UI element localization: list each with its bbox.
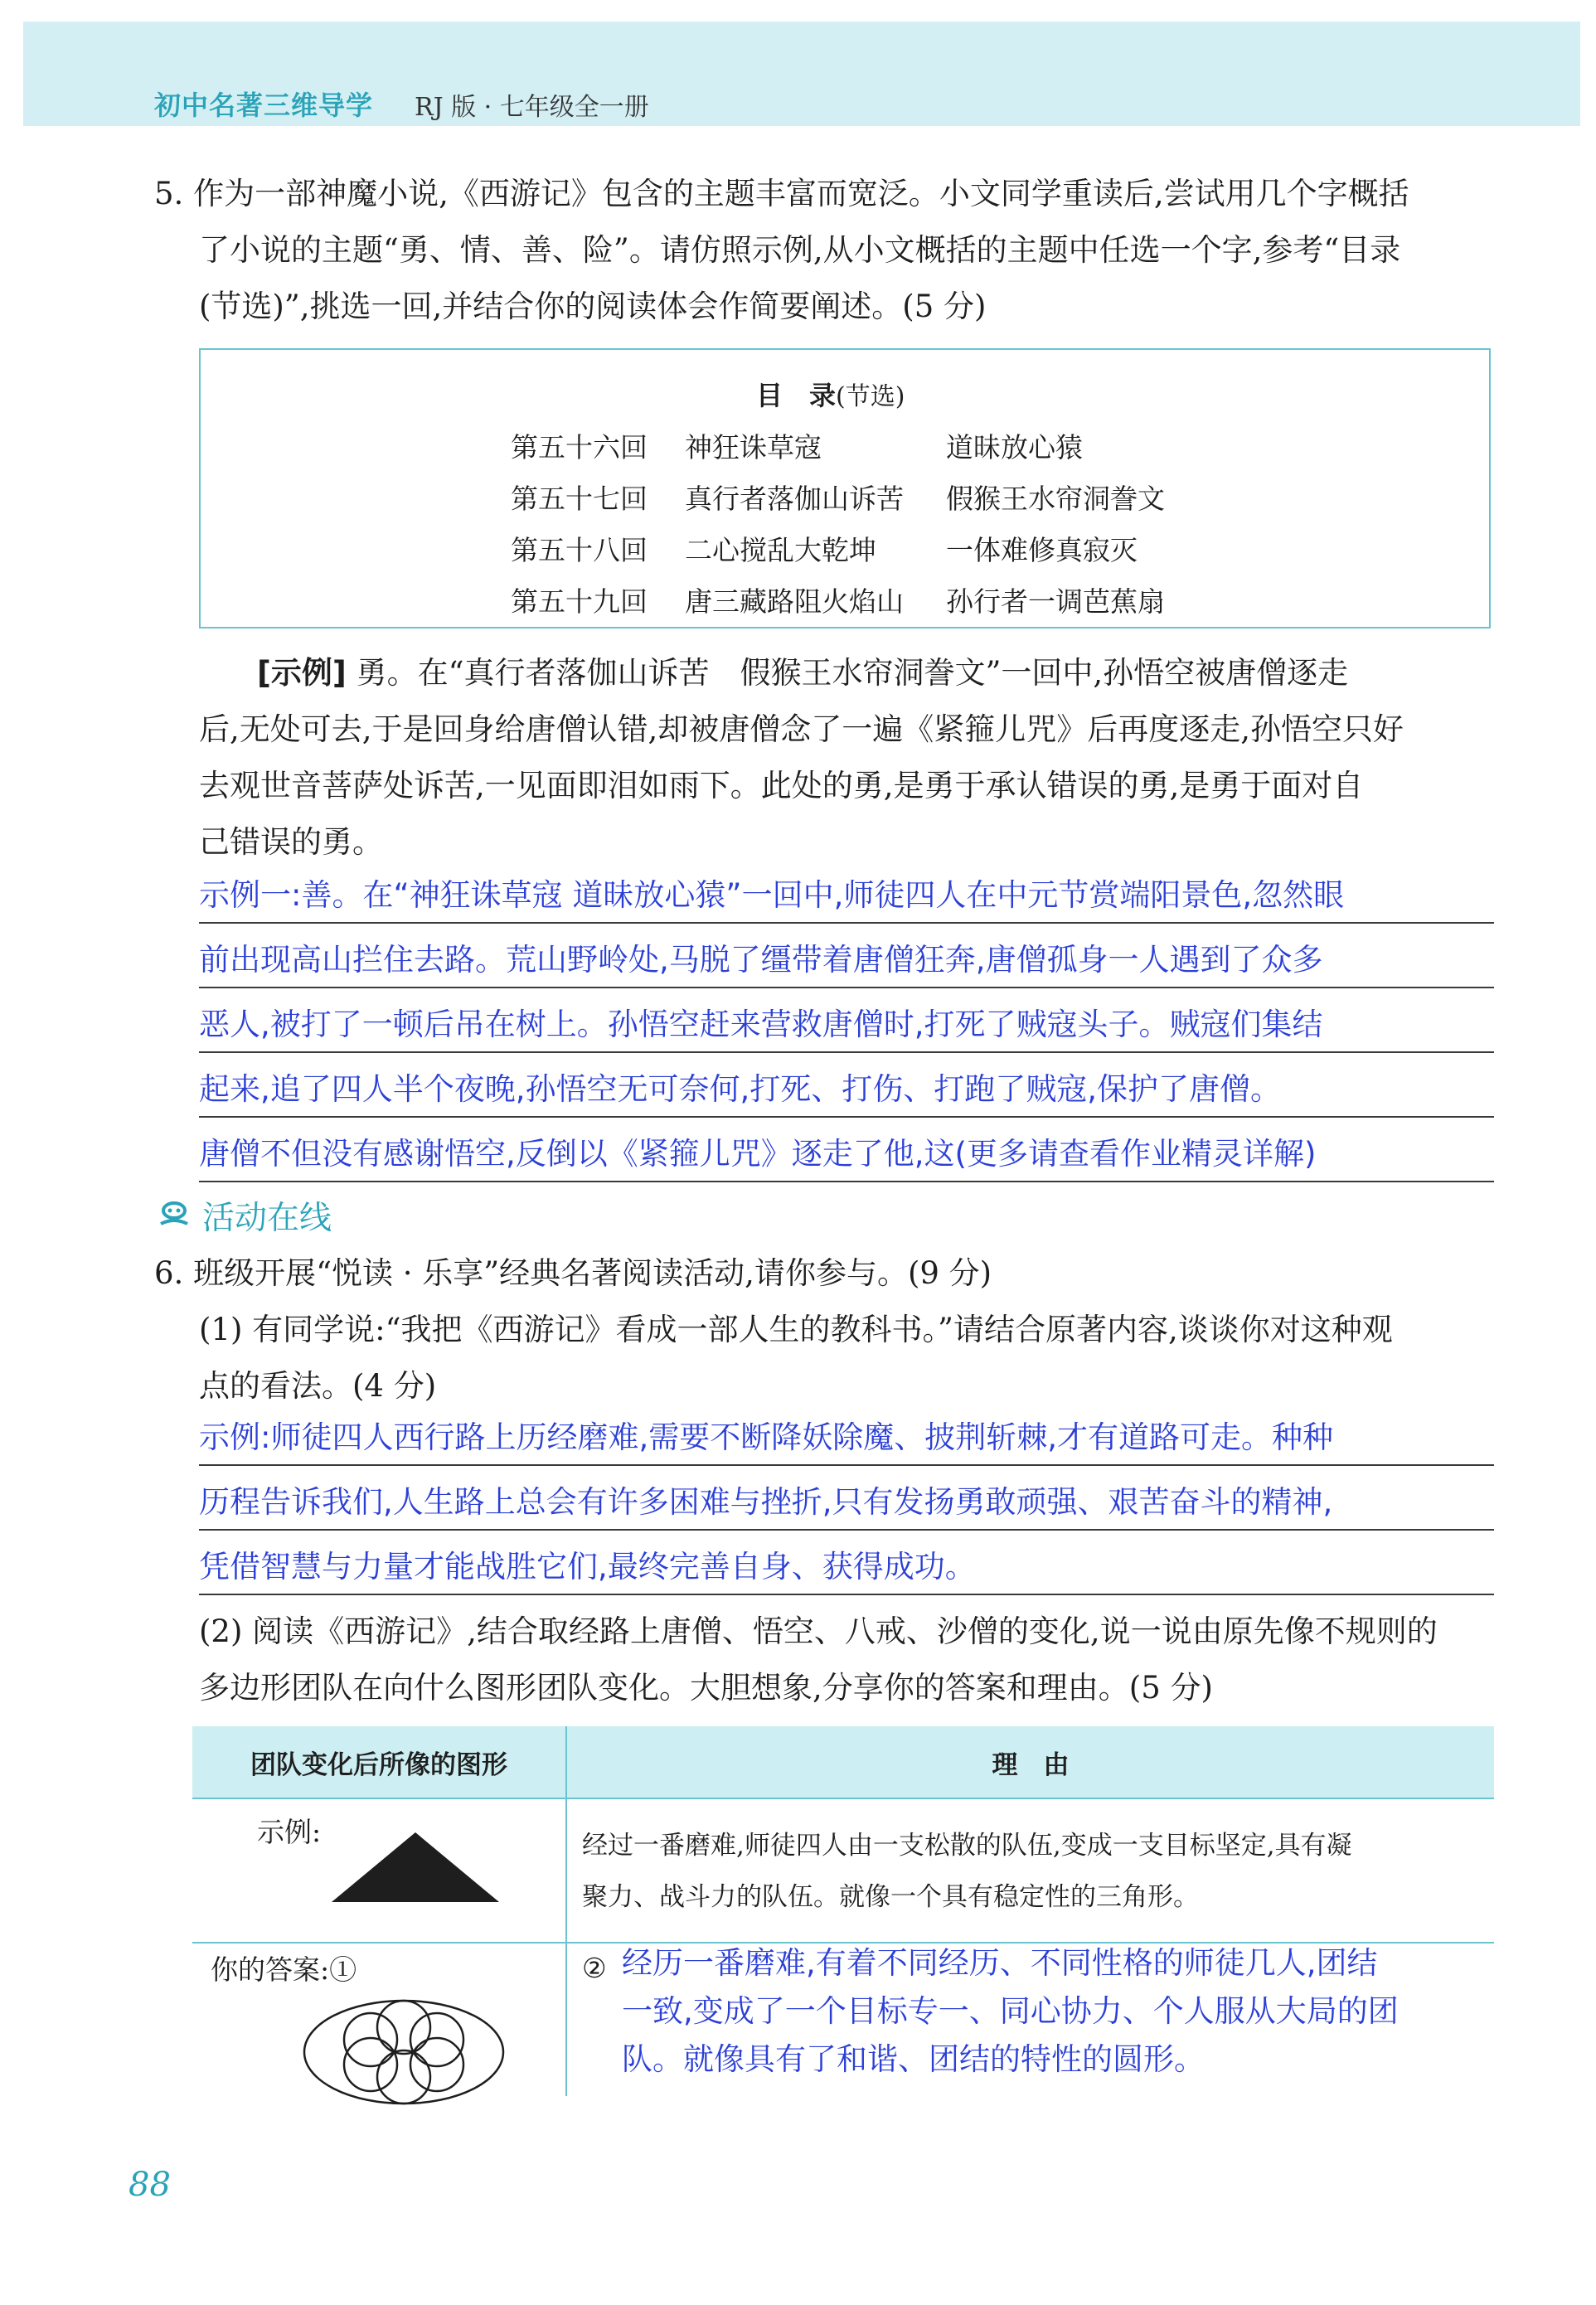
example-line-3: 去观世音菩萨处诉苦,一见面即泪如雨下。此处的勇,是勇于承认错误的勇,是勇于面对自 xyxy=(199,768,1364,803)
q5-answer-line-2: 前出现高山拦住去路。荒山野岭处,马脱了缰带着唐僧狂奔,唐僧孤身一人遇到了众多 xyxy=(199,942,1323,978)
triangle-shape-icon xyxy=(328,1829,502,1905)
page-number: 88 xyxy=(129,2166,171,2204)
activity-section-icon xyxy=(158,1201,191,1227)
answer-rule xyxy=(199,1051,1494,1053)
toc-item: 第五十六回 神狂诛草寇 道昧放心猿 xyxy=(511,431,1083,463)
answer-reason-line-1: 经历一番磨难,有着不同经历、不同性格的师徒几人,团结 xyxy=(622,1945,1378,1981)
answer-rule xyxy=(199,1181,1494,1182)
answer-rule xyxy=(199,1594,1494,1595)
q6-part2-line-2: 多边形团队在向什么图形团队变化。大胆想象,分享你的答案和理由。(5 分) xyxy=(199,1670,1213,1706)
q5-answer-line-4: 起来,追了四人半个夜晚,孙悟空无可奈何,打死、打伤、打跑了贼寇,保护了唐僧。 xyxy=(199,1071,1282,1107)
answer-rule xyxy=(199,987,1494,988)
toc-item: 第五十九回 唐三藏路阻火焰山 孙行者一调芭蕉扇 xyxy=(511,585,1165,618)
table-header-shape: 团队变化后所像的图形 xyxy=(192,1726,566,1798)
answer-rule xyxy=(199,1464,1494,1466)
example-label: [示例] xyxy=(257,655,347,691)
answer-rule xyxy=(199,1529,1494,1531)
example-shape-label: 示例: xyxy=(257,1816,322,1848)
answer-rule xyxy=(199,1116,1494,1118)
q5-answer-line-5: 唐僧不但没有感谢悟空,反倒以《紧箍儿咒》逐走了他,这(更多请查看作业精灵详解) xyxy=(199,1136,1317,1172)
example-reason-line-1: 经过一番磨难,师徒四人由一支松散的队伍,变成一支目标坚定,具有凝 xyxy=(582,1831,1352,1861)
answer-rule xyxy=(199,922,1494,924)
answer-marker: ② xyxy=(582,1952,607,1984)
q6-part1-line-1: (1) 有同学说:“我把《西游记》看成一部人生的教科书。”请结合原著内容,谈谈你对这种观 xyxy=(199,1312,1393,1347)
toc-item: 第五十八回 二心搅乱大乾坤 一体难修真寂灭 xyxy=(511,534,1138,566)
example-first-line: [示例] 勇。在“真行者落伽山诉苦 假猴王水帘洞誊文”一回中,孙悟空被唐僧逐走 xyxy=(257,655,1349,691)
example-reason-cell xyxy=(566,1798,1494,1943)
q6-part2-line-1: (2) 阅读《西游记》,结合取经路上唐僧、悟空、八戒、沙僧的变化,说一说由原先像不规则的 xyxy=(199,1614,1438,1649)
q6-part1-answer-line-2: 历程告诉我们,人生路上总会有许多困难与挫折,只有发扬勇敢顽强、艰苦奋斗的精神, xyxy=(199,1484,1333,1520)
toc-item: 第五十七回 真行者落伽山诉苦 假猴王水帘洞誊文 xyxy=(511,483,1165,515)
example-reason-line-2: 聚力、战斗力的队伍。就像一个具有稳定性的三角形。 xyxy=(582,1882,1199,1912)
answer-reason-line-2: 一致,变成了一个目标专一、同心协力、个人服从大局的团 xyxy=(622,1993,1399,2029)
q5-line-3: (节选)”,挑选一回,并结合你的阅读体会作简要阐述。(5 分) xyxy=(199,289,987,324)
example-line-4: 己错误的勇。 xyxy=(199,824,383,860)
section-title: 活动在线 xyxy=(202,1200,332,1237)
q6-intro: 6. 班级开展“悦读 · 乐享”经典名著阅读活动,请你参与。(9 分) xyxy=(154,1255,992,1291)
edition-label: RJ 版 · 七年级全一册 xyxy=(415,93,649,122)
q5-answer-line-3: 恶人,被打了一顿后吊在树上。孙悟空赶来营救唐僧时,打死了贼寇头子。贼寇们集结 xyxy=(199,1007,1323,1042)
book-title: 初中名著三维导学 xyxy=(154,90,374,121)
q6-part1-answer-line-1: 示例:师徒四人西行路上历经磨难,需要不断降妖除魔、披荆斩棘,才有道路可走。种种 xyxy=(199,1419,1333,1455)
toc-title: 目 录(节选) xyxy=(756,380,905,411)
q5-answer-line-1: 示例一:善。在“神狂诛草寇 道昧放心猿”一回中,师徒四人在中元节赏端阳景色,忽然眼 xyxy=(199,877,1345,913)
q6-part1-answer-line-3: 凭借智慧与力量才能战胜它们,最终完善自身、获得成功。 xyxy=(199,1549,976,1584)
circle-flower-shape-icon xyxy=(300,1997,507,2108)
q5-line-1: 5. 作为一部神魔小说,《西游记》包含的主题丰富而宽泛。小文同学重读后,尝试用几个字概括 xyxy=(154,176,1409,211)
table-header-reason: 理 由 xyxy=(566,1726,1494,1798)
q5-line-2: 了小说的主题“勇、情、善、险”。请仿照示例,从小文概括的主题中任选一个字,参考“目录 xyxy=(199,232,1401,268)
example-line-2: 后,无处可去,于是回身给唐僧认错,却被唐僧念了一遍《紧箍儿咒》后再度逐走,孙悟空只好 xyxy=(199,711,1404,747)
q6-part1-line-2: 点的看法。(4 分) xyxy=(199,1368,437,1404)
answer-reason-line-3: 队。就像具有了和谐、团结的特性的圆形。 xyxy=(622,2041,1205,2077)
answer-shape-label: 你的答案:① xyxy=(211,1953,357,1986)
